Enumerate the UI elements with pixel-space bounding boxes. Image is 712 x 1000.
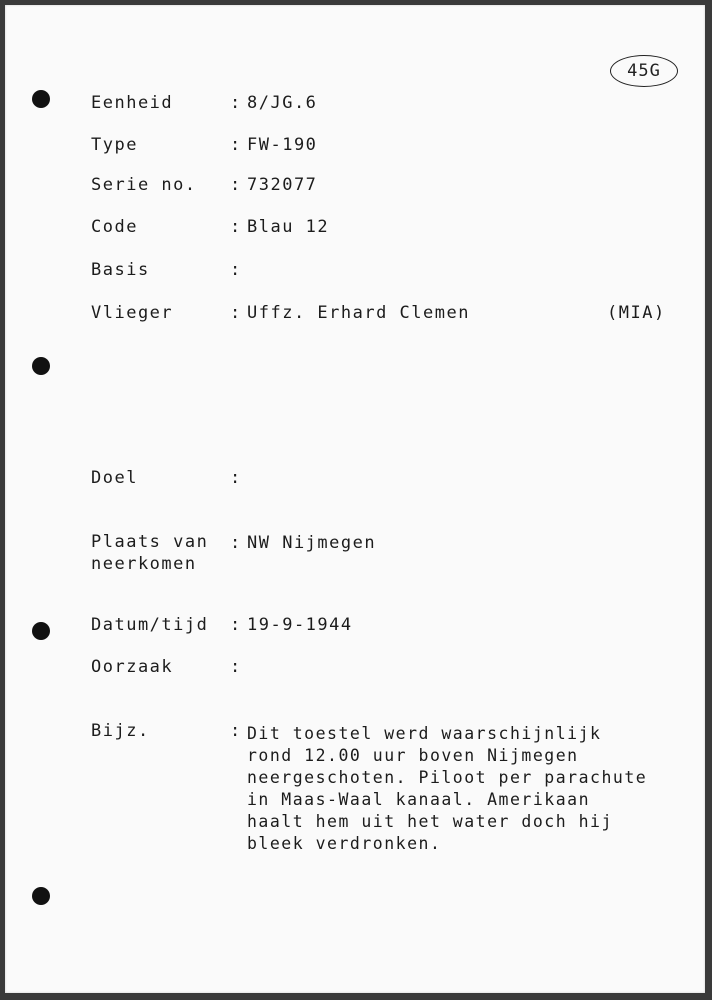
colon: : bbox=[230, 260, 242, 280]
value-type: FW-190 bbox=[247, 135, 318, 155]
value-datum: 19-9-1944 bbox=[247, 615, 353, 635]
colon: : bbox=[230, 93, 242, 113]
colon: : bbox=[230, 135, 242, 155]
document-page bbox=[5, 5, 705, 993]
colon: : bbox=[230, 217, 242, 237]
colon: : bbox=[230, 657, 242, 677]
label-vlieger: Vlieger bbox=[91, 303, 174, 323]
value-vlieger: Uffz. Erhard Clemen bbox=[247, 303, 470, 323]
punch-hole bbox=[32, 357, 50, 375]
label-plaats: Plaats van neerkomen bbox=[91, 532, 209, 574]
punch-hole bbox=[32, 887, 50, 905]
label-oorzaak: Oorzaak bbox=[91, 657, 174, 677]
label-type: Type bbox=[91, 135, 138, 155]
value-code: Blau 12 bbox=[247, 217, 330, 237]
colon: : bbox=[230, 721, 242, 741]
label-datum: Datum/tijd bbox=[91, 615, 209, 635]
colon: : bbox=[230, 303, 242, 323]
label-eenheid: Eenheid bbox=[91, 93, 174, 113]
colon: : bbox=[230, 468, 242, 488]
value-plaats: NW Nijmegen bbox=[247, 533, 377, 553]
label-doel: Doel bbox=[91, 468, 138, 488]
label-code: Code bbox=[91, 217, 138, 237]
punch-hole bbox=[32, 622, 50, 640]
colon: : bbox=[230, 615, 242, 635]
status-mia: (MIA) bbox=[607, 303, 666, 323]
value-eenheid: 8/JG.6 bbox=[247, 93, 318, 113]
value-serie: 732077 bbox=[247, 175, 318, 195]
label-basis: Basis bbox=[91, 260, 150, 280]
label-bijz: Bijz. bbox=[91, 721, 150, 741]
colon: : bbox=[230, 175, 242, 195]
colon: : bbox=[230, 533, 242, 553]
label-serie: Serie no. bbox=[91, 175, 197, 195]
page-number-stamp: 45G bbox=[610, 55, 678, 87]
value-bijz: Dit toestel werd waarschijnlijk rond 12.00 uur boven Nijmegen neergeschoten. Piloot per parachute in Maas-Waal kanaal. Amerikaan haalt hem uit het water doch hij bleek verdronken. bbox=[247, 724, 648, 853]
punch-hole bbox=[32, 90, 50, 108]
